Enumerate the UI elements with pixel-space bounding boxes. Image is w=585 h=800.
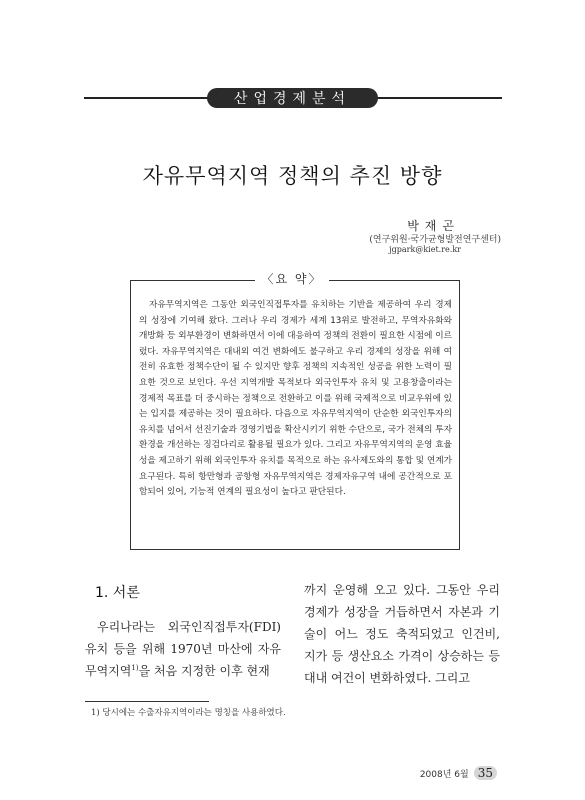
author-email[interactable]: jgpark@kiet.re.kr <box>389 245 461 254</box>
section-header-band <box>207 88 378 108</box>
page-footer <box>420 766 497 780</box>
author-name: 박재곤 <box>407 219 460 233</box>
article-title: 자유무역지역 정책의 추진 방향 <box>142 164 443 188</box>
footnote-ref[interactable]: 1) <box>131 664 139 672</box>
footnote-rule <box>85 701 209 702</box>
author-affiliation: (연구위원·국가균형발전연구센터) <box>369 235 501 245</box>
body-text-left-b: 을 처음 지정한 이후 현재 <box>138 664 270 678</box>
summary-label: 〈요 약〉 <box>255 270 329 286</box>
body-column-right: 까지 운영해 오고 있다. 그동안 우리 경제가 성장을 거듭하면서 자본과 기술이 어느 정도 축적되었고 인건비, 지가 등 생산요소 가격이 상승하는 등 대내 여건이 변화하였다. 그리고 <box>304 583 500 685</box>
summary-text: 자유무역지역은 그동안 외국인직접투자를 유치하는 기반을 제공하여 우리 경제의 성장에 기여해 왔다. 그러나 우리 경제가 세계 13위로 발전하고, 무역자유화와 개방화 등 외부환경이 변화하면서 이에 대응하여 정책의 전환이 필요한 시점에 이르렀다. 자유무역지역은 대내외 여건 변화에도 불구하고 우리 경제의 성장을 위해 여전히 유효한 정책수단이 될 수 있지만 향후 정책의 지속적인 성공을 위한 노력이 필요한 것으로 보인다. 우선 지역개발 목적보다 외국인투자 유치 및 고용창출이라는 경제적 목표를 더 중시하는 정책으로 전환하고 이를 위해 국제적으로 비교우위에 있는 입지를 제공하는 것이 필요하다. 다음으로 자유무역지역이 단순한 외국인투자의 유치를 넘어서 선진기술과 경영기법을 확산시키기 위한 수단으로, 국가 전체의 투자환경을 개선하는 징검다리로 활용될 필요가 있다. 그리고 자유무역지역의 운영 효율성을 제고하기 위해 외국인투자 유치를 목적으로 하는 유사제도와의 통합 및 연계가 요구된다. 특히 항만형과 공항형 자유무역지역은 경제자유구역 내에 공간적으로 포함되어 있어, 기능적 연계의 필요성이 높다고 판단된다. <box>139 300 452 498</box>
section-heading: 1. 서론 <box>95 585 140 601</box>
page-number: 35 <box>474 766 497 780</box>
section-header-label: 산업경제분석 <box>233 91 352 107</box>
body-column-left <box>85 616 281 682</box>
body-text-left-a: 우리나라는 외국인직접투자(FDI) 유치 등을 위해 1970년 마산에 자유무역지역 <box>85 620 281 678</box>
issue-date: 2008년 6월 <box>419 769 469 780</box>
footnote: 1) 당시에는 수출자유지역이라는 명칭을 사용하였다. <box>91 708 286 718</box>
